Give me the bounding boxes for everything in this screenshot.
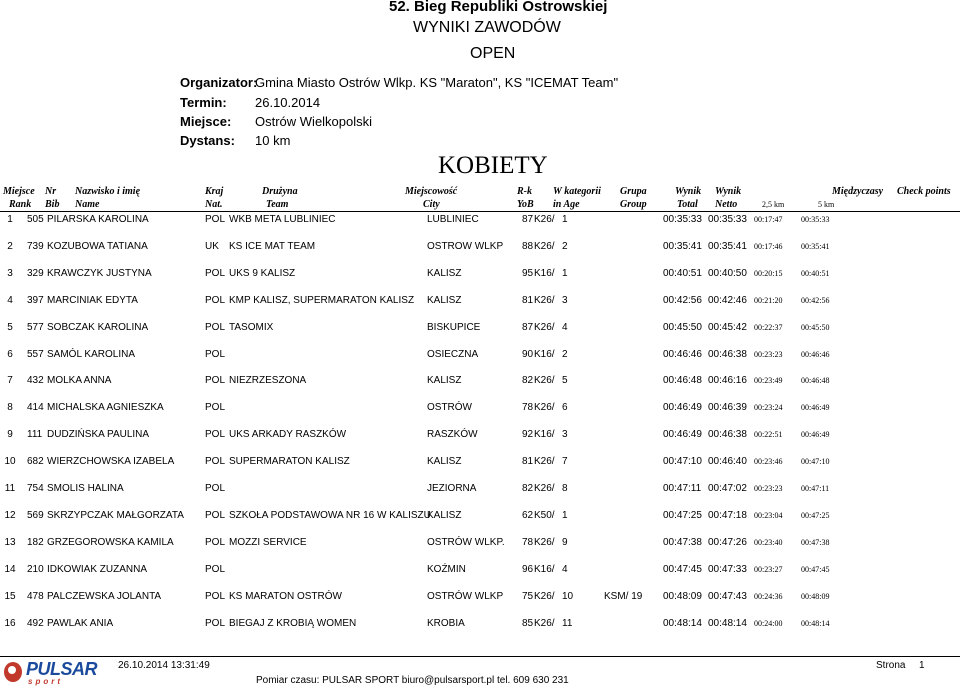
category-rank-cell: 1	[562, 509, 568, 521]
col-rank-en: Rank	[9, 199, 32, 210]
city-cell: KALISZ	[427, 294, 462, 306]
rank-cell: 13	[4, 536, 16, 548]
category-cell: K50/	[534, 509, 555, 521]
city-cell: KOŹMIN	[427, 563, 466, 575]
yob-cell: 81	[522, 456, 534, 468]
team-cell: KS MARATON OSTRÓW	[229, 590, 342, 602]
city-cell: OSIECZNA	[427, 348, 479, 360]
rank-cell: 10	[4, 456, 16, 468]
col-netto-en: Netto	[715, 199, 738, 210]
city-cell: KROBIA	[427, 617, 465, 629]
rank-cell: 1	[7, 214, 13, 225]
category-cell: K16/	[534, 348, 555, 360]
name-cell: WIERZCHOWSKA IZABELA	[47, 456, 175, 468]
category-rank-cell: 4	[562, 321, 568, 333]
table-row	[0, 564, 960, 578]
total-time-cell: 00:48:14	[663, 617, 702, 629]
bib-cell: 492	[27, 617, 44, 629]
city-cell: KALISZ	[427, 375, 462, 387]
distance-label: Dystans:	[180, 133, 235, 148]
nat-cell: POL	[205, 375, 226, 387]
split-2-5km-cell: 00:23:23	[754, 484, 783, 493]
category-rank-cell: 11	[562, 617, 573, 629]
col-yob-pl: R-k	[517, 186, 532, 197]
team-cell: KMP KALISZ, SUPERMARATON KALISZ	[229, 294, 415, 306]
name-cell: MOLKA ANNA	[47, 375, 112, 387]
yob-cell: 96	[522, 563, 534, 575]
split-2-5km-cell: 00:23:49	[754, 376, 783, 386]
category-cell: K26/	[534, 617, 555, 629]
netto-time-cell: 00:48:14	[708, 617, 747, 629]
bib-cell: 557	[27, 348, 44, 360]
bib-cell: 569	[27, 509, 44, 521]
split-5km-cell: 00:46:48	[801, 376, 830, 386]
split-2-5km-cell: 00:17:47	[754, 215, 783, 224]
split-5km-cell: 00:40:51	[801, 268, 830, 278]
netto-time-cell: 00:42:46	[708, 294, 747, 306]
table-row	[0, 295, 960, 309]
rank-cell: 3	[7, 267, 13, 279]
total-time-cell: 00:45:50	[663, 321, 702, 333]
nat-cell: POL	[205, 402, 226, 414]
bib-cell: 505	[27, 214, 44, 225]
name-cell: PALCZEWSKA JOLANTA	[47, 590, 162, 602]
category-rank-cell: 9	[562, 536, 568, 548]
rank-cell: 5	[7, 321, 13, 333]
bib-cell: 577	[27, 321, 44, 333]
category-cell: K26/	[534, 456, 555, 468]
split-5km-cell: 00:42:56	[801, 295, 830, 305]
total-time-cell: 00:47:45	[663, 563, 702, 575]
col-total-en: Total	[677, 199, 698, 210]
col-team-pl: Drużyna	[262, 186, 298, 197]
bib-cell: 397	[27, 294, 44, 306]
split-2-5km-cell: 00:23:23	[754, 349, 783, 359]
split-2-5km-cell: 00:21:20	[754, 295, 783, 305]
page-label: Strona	[876, 660, 906, 671]
total-time-cell: 00:46:49	[663, 402, 702, 414]
logo-dot-icon	[8, 666, 16, 674]
table-row	[0, 456, 960, 470]
rank-cell: 4	[7, 294, 13, 306]
total-time-cell: 00:35:41	[663, 240, 702, 252]
nat-cell: POL	[205, 267, 226, 279]
name-cell: DUDZIŃSKA PAULINA	[47, 429, 150, 441]
name-cell: GRZEGOROWSKA KAMILA	[47, 536, 174, 548]
section-title: KOBIETY	[438, 152, 548, 179]
name-cell: MARCINIAK EDYTA	[47, 294, 138, 306]
category-cell: K26/	[534, 375, 555, 387]
team-cell: KS ICE MAT TEAM	[229, 240, 316, 252]
bib-cell: 210	[27, 563, 44, 575]
category-title: OPEN	[470, 45, 516, 62]
split-2-5km-cell: 00:22:51	[754, 430, 783, 440]
bib-cell: 329	[27, 267, 44, 279]
yob-cell: 95	[522, 267, 534, 279]
timing-credit: Pomiar czasu: PULSAR SPORT biuro@pulsarsport.pl tel. 609 630 231	[256, 675, 569, 686]
city-cell: RASZKÓW	[427, 429, 478, 441]
category-cell: K16/	[534, 429, 555, 441]
netto-time-cell: 00:47:18	[708, 509, 747, 521]
nat-cell: POL	[205, 429, 226, 441]
logo-sub: sport	[28, 677, 63, 686]
netto-time-cell: 00:40:50	[708, 267, 747, 279]
category-rank-cell: 8	[562, 483, 568, 494]
table-row	[0, 268, 960, 282]
bib-cell: 182	[27, 536, 44, 548]
col-nat-pl: Kraj	[205, 186, 224, 197]
category-rank-cell: 3	[562, 429, 568, 441]
total-time-cell: 00:46:49	[663, 429, 702, 441]
split-5km-cell: 00:46:49	[801, 403, 830, 413]
category-rank-cell: 1	[562, 214, 568, 225]
city-cell: LUBLINIEC	[427, 214, 479, 225]
split-2-5km-cell: 00:22:37	[754, 322, 783, 332]
netto-time-cell: 00:45:42	[708, 321, 747, 333]
yob-cell: 87	[522, 214, 534, 225]
rank-cell: 16	[4, 617, 16, 629]
split-5km-cell: 00:47:10	[801, 457, 830, 467]
results-title: WYNIKI ZAWODÓW	[413, 19, 561, 36]
name-cell: PILARSKA KAROLINA	[47, 214, 149, 225]
city-cell: KALISZ	[427, 456, 462, 468]
logo-text: PULSAR	[26, 659, 98, 679]
name-cell: MICHALSKA AGNIESZKA	[47, 402, 164, 414]
col-group-en: Group	[620, 199, 647, 210]
category-rank-cell: 6	[562, 402, 568, 414]
col-bib-en: Bib	[45, 199, 60, 210]
total-time-cell: 00:47:38	[663, 536, 702, 548]
footer-divider	[0, 656, 960, 657]
table-row	[0, 429, 960, 443]
split-2-5km-cell: 00:24:00	[754, 618, 783, 628]
yob-cell: 81	[522, 294, 534, 306]
col-name-en: Name	[75, 199, 100, 210]
category-rank-cell: 4	[562, 563, 568, 575]
total-time-cell: 00:48:09	[663, 590, 702, 602]
city-cell: OSTROW WLKP	[427, 240, 504, 252]
yob-cell: 87	[522, 321, 534, 333]
category-cell: K16/	[534, 563, 555, 575]
rank-cell: 2	[7, 240, 13, 252]
yob-cell: 92	[522, 429, 534, 441]
total-time-cell: 00:46:48	[663, 375, 702, 387]
total-time-cell: 00:35:33	[663, 214, 702, 225]
split-5km-cell: 00:47:45	[801, 564, 830, 574]
race-title: 52. Bieg Republiki Ostrowskiej	[389, 0, 608, 15]
netto-time-cell: 00:46:40	[708, 456, 747, 468]
distance-value: 10 km	[255, 133, 291, 148]
split-2-5km-cell: 00:23:04	[754, 510, 783, 520]
split-5km-cell: 00:45:50	[801, 322, 830, 332]
date-label: Termin:	[180, 95, 227, 110]
split-5km-cell: 00:48:09	[801, 591, 830, 601]
organizer-value: Gmina Miasto Ostrów Wlkp. KS "Maraton", KS "ICEMAT Team"	[255, 75, 619, 90]
table-row	[0, 349, 960, 363]
name-cell: IDKOWIAK ZUZANNA	[47, 563, 148, 575]
category-cell: K26/	[534, 536, 555, 548]
header-divider	[0, 211, 960, 212]
nat-cell: POL	[205, 509, 226, 521]
col-split1: 2,5 km	[762, 200, 785, 209]
netto-time-cell: 00:46:38	[708, 348, 747, 360]
total-time-cell: 00:47:10	[663, 456, 702, 468]
category-cell: K26/	[534, 402, 555, 414]
category-rank-cell: 7	[562, 456, 568, 468]
netto-time-cell: 00:47:26	[708, 536, 747, 548]
table-row	[0, 591, 960, 605]
team-cell: BIEGAJ Z KROBIĄ WOMEN	[229, 617, 357, 629]
bib-cell: 754	[27, 483, 44, 494]
col-bib-pl: Nr	[45, 186, 57, 197]
col-city-pl: Miejscowość	[405, 186, 458, 197]
split-2-5km-cell: 00:17:46	[754, 241, 783, 251]
category-rank-cell: 3	[562, 294, 568, 306]
rank-cell: 15	[4, 590, 16, 602]
nat-cell: POL	[205, 563, 226, 575]
table-row	[0, 322, 960, 336]
yob-cell: 82	[522, 483, 534, 494]
rank-cell: 7	[7, 375, 13, 387]
category-cell: K26/	[534, 294, 555, 306]
nat-cell: POL	[205, 294, 226, 306]
yob-cell: 75	[522, 590, 534, 602]
category-cell: K26/	[534, 483, 555, 494]
yob-cell: 88	[522, 240, 534, 252]
total-time-cell: 00:40:51	[663, 267, 702, 279]
col-rank-pl: Miejsce	[3, 186, 35, 197]
bib-cell: 478	[27, 590, 44, 602]
nat-cell: POL	[205, 214, 226, 225]
yob-cell: 90	[522, 348, 534, 360]
nat-cell: POL	[205, 590, 226, 602]
netto-time-cell: 00:46:16	[708, 375, 747, 387]
nat-cell: UK	[205, 240, 219, 252]
category-rank-cell: 5	[562, 375, 568, 387]
split-2-5km-cell: 00:23:46	[754, 457, 783, 467]
col-split2: 5 km	[818, 200, 835, 209]
bib-cell: 111	[27, 429, 43, 441]
bib-cell: 432	[27, 375, 44, 387]
category-rank-cell: 1	[562, 267, 568, 279]
table-row	[0, 537, 960, 551]
col-total-pl: Wynik	[675, 186, 702, 197]
yob-cell: 82	[522, 375, 534, 387]
city-cell: OSTRÓW WLKP	[427, 590, 504, 602]
total-time-cell: 00:47:11	[663, 483, 702, 494]
date-value: 26.10.2014	[255, 95, 321, 110]
city-cell: OSTRÓW	[427, 402, 472, 414]
category-cell: K26/	[534, 240, 555, 252]
name-cell: SAMÓL KAROLINA	[47, 348, 135, 360]
netto-time-cell: 00:46:38	[708, 429, 747, 441]
team-cell: NIEZRZESZONA	[229, 375, 307, 387]
col-group-pl: Grupa	[620, 186, 647, 197]
split-5km-cell: 00:35:41	[801, 241, 830, 251]
table-row	[0, 241, 960, 255]
bib-cell: 682	[27, 456, 44, 468]
table-row	[0, 375, 960, 389]
rank-cell: 12	[4, 509, 16, 521]
place-value: Ostrów Wielkopolski	[255, 114, 373, 129]
team-cell: WKB META LUBLINIEC	[229, 214, 336, 225]
col-age-en: in Age	[553, 199, 580, 210]
yob-cell: 78	[522, 402, 534, 414]
bib-cell: 414	[27, 402, 44, 414]
category-rank-cell: 10	[562, 590, 574, 602]
split-5km-cell: 00:47:38	[801, 537, 830, 547]
name-cell: SOBCZAK KAROLINA	[47, 321, 149, 333]
col-team-en: Team	[266, 199, 289, 210]
bib-cell: 739	[27, 240, 44, 252]
page-number: 1	[919, 660, 925, 671]
rank-cell: 6	[7, 348, 13, 360]
organizer-label: Organizator:	[180, 75, 258, 90]
col-intermediate: Międzyczasy	[832, 186, 884, 197]
team-cell: UKS 9 KALISZ	[229, 267, 296, 279]
nat-cell: POL	[205, 456, 226, 468]
team-cell: SUPERMARATON KALISZ	[229, 456, 350, 468]
netto-time-cell: 00:47:33	[708, 563, 747, 575]
netto-time-cell: 00:35:41	[708, 240, 747, 252]
team-cell: UKS ARKADY RASZKÓW	[229, 429, 347, 441]
col-age-pl: W kategorii	[553, 186, 601, 197]
category-cell: K26/	[534, 590, 555, 602]
split-5km-cell: 00:35:33	[801, 215, 830, 224]
team-cell: TASOMIX	[229, 321, 274, 333]
city-cell: OSTRÓW WLKP.	[427, 536, 505, 548]
rank-cell: 8	[7, 402, 13, 414]
split-2-5km-cell: 00:23:24	[754, 403, 783, 413]
split-5km-cell: 00:46:46	[801, 349, 830, 359]
split-5km-cell: 00:47:11	[801, 484, 830, 493]
split-2-5km-cell: 00:24:36	[754, 591, 783, 601]
category-rank-cell: 2	[562, 240, 568, 252]
name-cell: KRAWCZYK JUSTYNA	[47, 267, 152, 279]
category-cell: K26/	[534, 214, 555, 225]
city-cell: KALISZ	[427, 509, 462, 521]
team-cell: MOZZI SERVICE	[229, 536, 307, 548]
col-yob-en: YoB	[517, 199, 534, 210]
category-cell: K26/	[534, 321, 555, 333]
name-cell: SKRZYPCZAK MAŁGORZATA	[47, 509, 184, 521]
table-row	[0, 510, 960, 524]
total-time-cell: 00:47:25	[663, 509, 702, 521]
table-row	[0, 483, 960, 497]
nat-cell: POL	[205, 536, 226, 548]
group-cell: KSM/ 19	[604, 590, 643, 602]
pulsar-logo	[4, 659, 98, 686]
team-cell: SZKOŁA PODSTAWOWA NR 16 W KALISZU	[229, 509, 431, 521]
netto-time-cell: 00:35:33	[708, 214, 747, 225]
name-cell: PAWLAK ANIA	[47, 617, 114, 629]
split-5km-cell: 00:47:25	[801, 510, 830, 520]
category-cell: K16/	[534, 267, 555, 279]
nat-cell: POL	[205, 483, 226, 494]
split-2-5km-cell: 00:20:15	[754, 268, 783, 278]
rank-cell: 11	[4, 483, 16, 494]
netto-time-cell: 00:46:39	[708, 402, 747, 414]
total-time-cell: 00:46:46	[663, 348, 702, 360]
col-name-pl: Nazwisko i imię	[75, 186, 141, 197]
col-city-en: City	[423, 199, 440, 210]
table-row	[0, 618, 960, 632]
table-row	[0, 214, 960, 228]
name-cell: SMOLIS HALINA	[47, 483, 124, 494]
city-cell: JEZIORNA	[427, 483, 477, 494]
name-cell: KOZUBOWA TATIANA	[47, 240, 148, 252]
rank-cell: 14	[4, 563, 16, 575]
nat-cell: POL	[205, 617, 226, 629]
rank-cell: 9	[7, 429, 13, 441]
col-nat-en: Nat.	[205, 199, 223, 210]
nat-cell: POL	[205, 348, 226, 360]
printed-timestamp: 26.10.2014 13:31:49	[118, 660, 210, 671]
split-5km-cell: 00:48:14	[801, 618, 830, 628]
split-2-5km-cell: 00:23:40	[754, 537, 783, 547]
place-label: Miejsce:	[180, 114, 232, 129]
total-time-cell: 00:42:56	[663, 294, 702, 306]
split-5km-cell: 00:46:49	[801, 430, 830, 440]
nat-cell: POL	[205, 321, 226, 333]
category-rank-cell: 2	[562, 348, 568, 360]
netto-time-cell: 00:47:43	[708, 590, 747, 602]
split-2-5km-cell: 00:23:27	[754, 564, 783, 574]
table-row	[0, 402, 960, 416]
col-checkpoints: Check points	[897, 186, 951, 197]
netto-time-cell: 00:47:02	[708, 483, 747, 494]
city-cell: KALISZ	[427, 267, 462, 279]
yob-cell: 62	[522, 509, 534, 521]
col-netto-pl: Wynik	[715, 186, 742, 197]
city-cell: BISKUPICE	[427, 321, 481, 333]
yob-cell: 85	[522, 617, 534, 629]
yob-cell: 78	[522, 536, 534, 548]
